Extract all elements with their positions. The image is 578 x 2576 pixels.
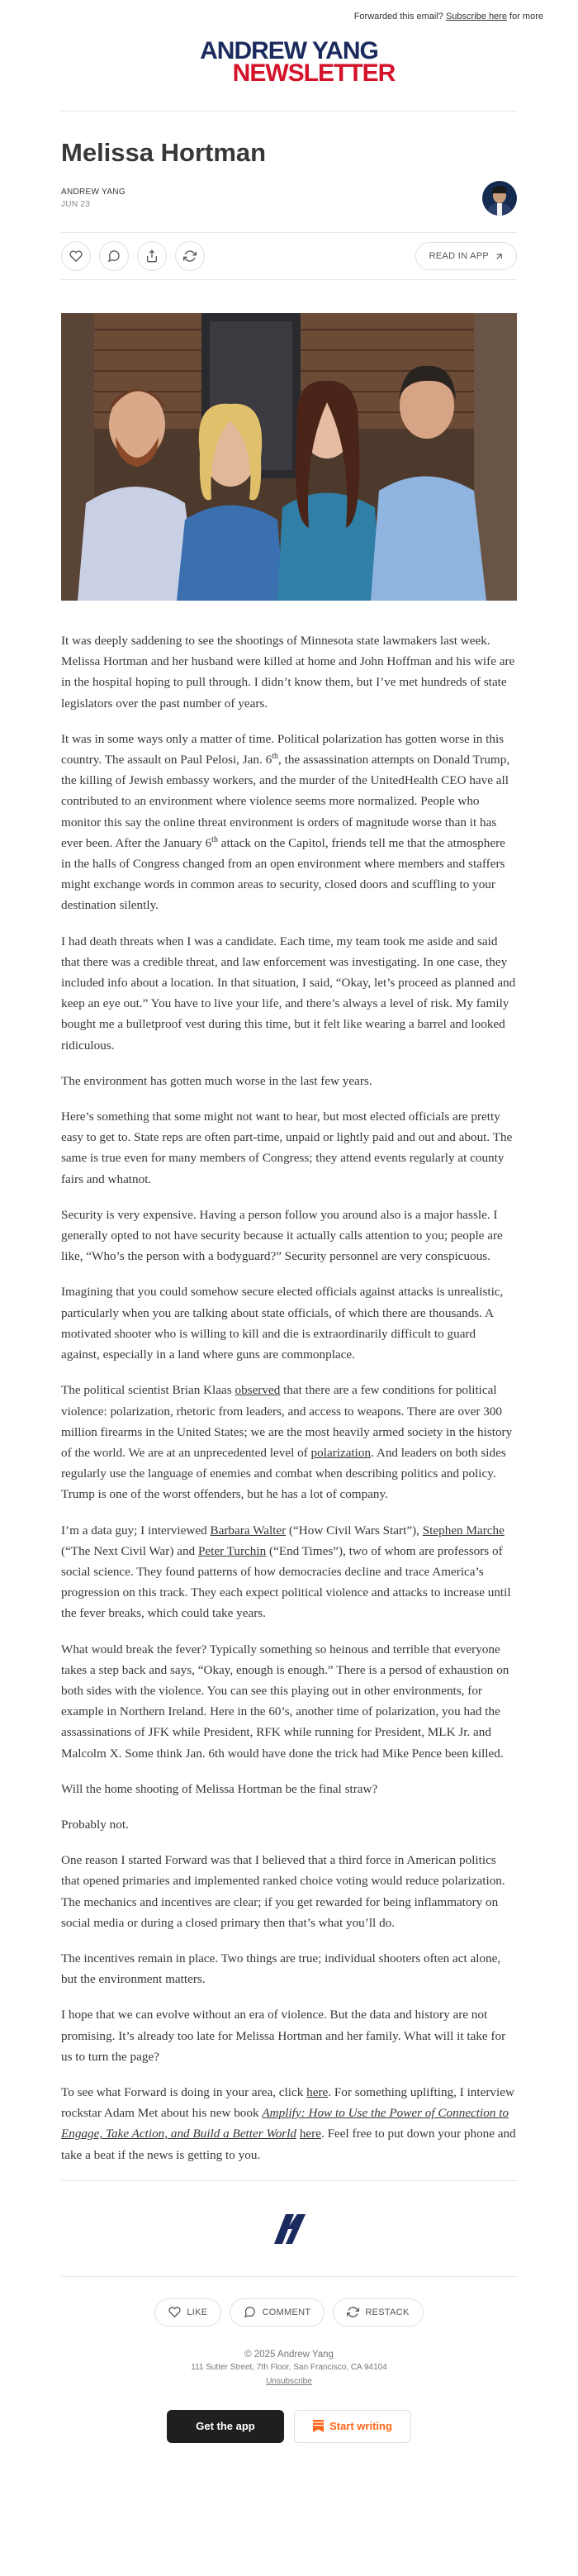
paragraph: Here’s something that some might not want to hear, but most elected officials are pretty easy to get to. State reps are often part-time, unpaid or lightly paid and out and about. The same is true even for many members of Congress; they attend events regularly at county fairs and whatnot. [61,1110,513,1186]
author-avatar[interactable] [482,181,517,216]
forward-here-link[interactable]: here [306,2084,329,2099]
footer-comment-label: COMMENT [262,2307,311,2317]
paragraph: I had death threats when I was a candidate. Each time, my team took me aside and said that there was a credible threat, and law enforcement was investigating. In one case, they included info about a location. In that situation, I said, “Okay, let’s proceed as planned and keep an eye out.” You have to live your life, and there’s always a level of risk. My family bought me a bulletproof vest during this time, but it felt like wearing a barrel and looked ridiculous. [61,934,516,1053]
logo-line-1: ANDREW YANG [200,37,378,64]
paragraph: Security is very expensive. Having a person follow you around also is a major hassle. I generally opted to not have security because it actually calls attention to you; people are like, “Who’s the person with a bodyguard?” Security personnel are very conspicuous. [61,1207,503,1264]
substack-icon [313,2420,324,2432]
paragraph: To see what Forward is doing in your area, click here. For something uplifting, I interview rockstar Adam Met about his new book Amplify: How to Use the Power of Connection to Engage, Take Action, and Build a Better World here. Feel free to put down your phone and take a beat if the news is getting to you. [61,2084,516,2162]
footer-restack-label: RESTACK [365,2307,410,2317]
forwarded-suffix: for more [509,12,543,21]
post-title[interactable]: Melissa Hortman [61,138,267,167]
post-action-bar [61,232,517,280]
paragraph: What would break the fever? Typically something so heinous and terrible that everyone takes a step back and says, “Okay, enough is enough.” There is a persod of exhaustion on both sides with the violence. You can see this playing out in other environments, for example in Northern Ireland. Here in the 60’s, another time of polarization, you had the assassinations of JFK while President, RFK while running for President, MLK Jr. and Malcolm X. Some think Jan. 6th would have done the trick had Mike Pence been killed. [61,1642,509,1761]
post-icons [61,241,205,271]
author-name[interactable]: ANDREW YANG [61,188,126,197]
start-writing-button[interactable] [294,2410,411,2443]
newsletter-logo[interactable] [0,30,578,86]
byline [0,169,578,216]
comment-icon [107,250,121,263]
like-button[interactable] [61,241,91,271]
paragraph: The political scientist Brian Klaas observed that there are a few conditions for political violence: polarization, rhetoric from leaders, and access to weapons. There are over 300 million firearms in the United States; we are the most heavily armed society in the history of the world. We are at an unprecedented level of polarization. And leaders on both sides regularly use the language of enemies and combat when describing politics and policy. Trump is one of the worst offenders, but he has a lot of company. [61,1383,513,1502]
polarization-link[interactable]: polarization [310,1445,372,1460]
get-the-app-button[interactable]: Get the app [167,2410,284,2443]
paragraph: One reason I started Forward was that I believed that a third force in American politics that opened primaries and implemented ranked choice voting would reduce polarization. The mechanics and incentives are clear; if you get rewarded for being inflammatory on social media or during a closed primary then that’s what you’ll do. [61,1853,505,1930]
footer-like-label: LIKE [187,2307,208,2317]
stephen-marche-link[interactable]: Stephen Marche [422,1523,505,1538]
comment-button[interactable] [99,241,129,271]
email-footer [0,2341,578,2388]
address: 111 Sutter Street, 7th Floor, San Francisco, CA 94104 [191,2362,387,2372]
share-icon [145,250,159,263]
forwarded-bar [0,0,578,30]
observed-link[interactable]: observed [235,1383,281,1398]
footer-action-bar [61,2276,517,2341]
share-button[interactable] [137,241,167,271]
subscribe-link[interactable]: Subscribe here [445,12,507,21]
restack-icon [347,2306,359,2318]
paragraph: It was in some ways only a matter of time. Political polarization has gotten worse in this country. The assault on Paul Pelosi, Jan. 6th, the assassination attempts on Donald Trump, the killing of Jewish embassy workers, and the murder of the UnitedHealth CEO have all contributed to an environment where violence seems more normalized. People who monitor this say the online threat environment is orders of magnitude worse than it has ever been. After the January 6th attack on the Capitol, friends tell me that the atmosphere in the halls of Congress changed from an open environment where members and staffers might exchange words in common areas to security, closed doors and scuffling to your destination silently. [61,731,510,913]
post-date: JUN 23 [61,200,91,209]
logo-line-2: NEWSLETTER [232,59,396,87]
unsubscribe-link[interactable]: Unsubscribe [266,2376,312,2386]
heart-icon [69,250,83,263]
interview-here-link[interactable]: here [299,2127,321,2141]
arrow-up-right-icon [494,251,505,262]
amplify-book-link[interactable]: Amplify: How to Use the Power of Connection to Engage, Take Action, and Build a Better World [61,2106,509,2141]
paragraph: It was deeply saddening to see the shootings of Minnesota state lawmakers last week. Melissa Hortman and her husband were killed at home and John Hoffman and his wife are in the hospital hoping to pull through. I didn’t know them, but I’ve met hundreds of state legislators over the past number of years. [61,634,515,711]
forward-logo-icon [266,2206,312,2252]
comment-icon [244,2306,256,2318]
read-in-app-button[interactable] [415,242,517,270]
paragraph: I hope that we can evolve without an era of violence. But the data and history are not promising. It’s already too late for Melissa Hortman and her family. What will it take for us to turn the page? [61,2008,506,2064]
article-body [0,601,578,2165]
paragraph: The environment has gotten much worse in the last few years. [61,1073,372,1088]
paragraph: Imagining that you could somehow secure elected officials against attacks is unrealistic, particularly when you are talking about state officials, of which there are thousands. A motivated shooter who is willing to kill and die is extraordinarily difficult to guard against, especially in a land where guns are commonplace. [61,1285,504,1362]
paragraph: Probably not. [61,1817,129,1832]
footer-like-button[interactable] [154,2298,221,2326]
paragraph: The incentives remain in place. Two things are true; individual shooters often act alone, but the environment matters. [61,1951,501,1987]
read-in-app-label: READ IN APP [429,251,489,261]
copyright: © 2025 Andrew Yang [244,2349,334,2360]
footer-comment-button[interactable] [230,2298,325,2326]
heart-icon [168,2306,181,2318]
peter-turchin-link[interactable]: Peter Turchin [197,1543,267,1558]
footer-restack-button[interactable] [333,2298,423,2326]
forward-logo-mark [0,2181,578,2276]
family-photo [61,313,517,601]
paragraph: Will the home shooting of Melissa Hortman be the final straw? [61,1781,378,1796]
paragraph: I’m a data guy; I interviewed Barbara Walter (“How Civil Wars Start”), Stephen Marche (“The Next Civil War) and Peter Turchin (“End Times”), two of whom are professors of social science. They found patterns of how democracies decline and trace America’s progression on this track. They each expect political violence and attacks to increase until the fever breaks, which could take years. [61,1523,511,1621]
footer-cta-row [0,2388,578,2443]
barbara-walter-link[interactable]: Barbara Walter [210,1523,287,1538]
restack-icon [183,250,197,263]
restack-button[interactable] [175,241,205,271]
start-writing-label: Start writing [329,2420,392,2433]
forwarded-text: Forwarded this email? [353,12,443,21]
